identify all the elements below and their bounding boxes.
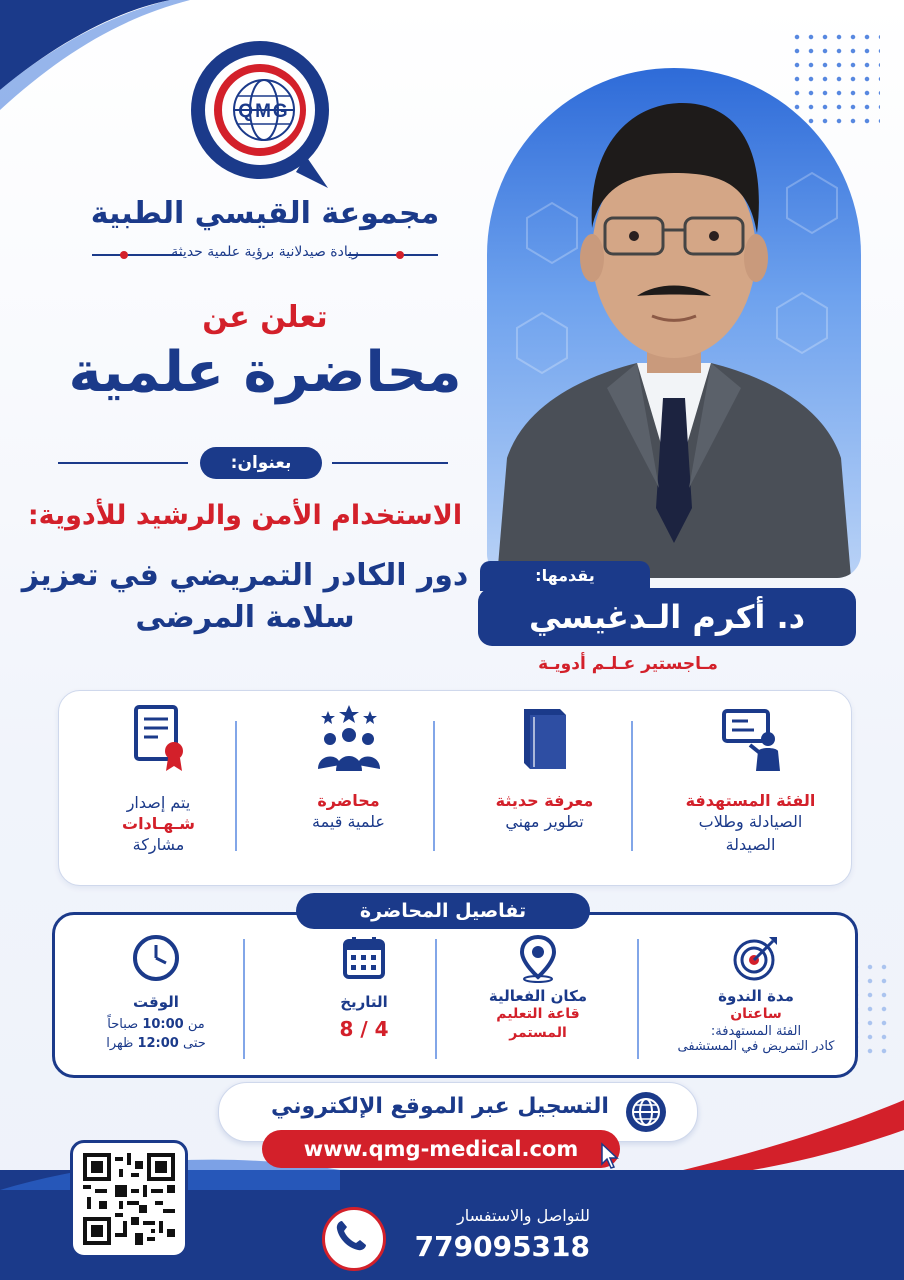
- qr-code-box[interactable]: [70, 1140, 188, 1258]
- certificate-icon: [124, 703, 194, 773]
- detail-time: [61, 933, 251, 1073]
- clock-icon: [131, 933, 181, 983]
- presentation-icon: [716, 703, 786, 773]
- feature-title: معرفة حديثة: [495, 791, 594, 810]
- contact-label: للتواصل والاستفسار: [457, 1206, 590, 1225]
- detail-date: [269, 933, 459, 1073]
- lecture-heading: محاضرة علمية: [68, 340, 462, 405]
- feature-line: تطوير مهني: [505, 812, 584, 831]
- logo-initials: QMG: [238, 101, 290, 122]
- time-from: [61, 1017, 251, 1032]
- detail-duration: [661, 933, 851, 1073]
- globe-icon: [625, 1091, 667, 1133]
- time-label: الوقت: [133, 993, 179, 1011]
- venue-value-line1: قاعة التعليم: [496, 1006, 580, 1022]
- date-label: التاريخ: [340, 993, 388, 1011]
- target-icon: [731, 933, 781, 983]
- time-from-prefix: من: [187, 1017, 205, 1032]
- cursor-icon: [598, 1142, 622, 1170]
- feature-line: علمية قيمة: [312, 812, 385, 831]
- top-left-swoosh: [0, 0, 220, 140]
- organization-name: مجموعة القيسي الطبية: [90, 196, 440, 231]
- duration-audience: كادر التمريض في المستشفى: [677, 1038, 835, 1054]
- feature-title: شـهـادات: [121, 814, 195, 834]
- feature-line: مشاركة: [132, 835, 185, 855]
- announces-text: تعلن عن: [202, 300, 328, 335]
- presenter-name: د. أكرم الـدغيسي: [478, 588, 856, 646]
- book-icon: [510, 703, 580, 773]
- qr-code-icon: [83, 1153, 175, 1245]
- presenter-portrait-illustration: [487, 68, 861, 578]
- time-to-suffix: ظهرا: [106, 1036, 134, 1051]
- website-url-link[interactable]: www.qmg-medical.com: [262, 1130, 620, 1168]
- phone-button[interactable]: [322, 1207, 386, 1271]
- feature-certificates: [66, 703, 251, 873]
- audience-stars-icon: [314, 703, 384, 773]
- presenter-label: يقدمها:: [480, 561, 650, 591]
- duration-label: مدة الندوة: [718, 987, 794, 1005]
- feature-line: الصيادلة وطلاب: [698, 812, 803, 831]
- time-from-value: 10:00: [142, 1017, 184, 1032]
- duration-value: ساعتان: [730, 1006, 782, 1022]
- detail-venue: [443, 933, 633, 1073]
- lecture-details-box: [52, 912, 858, 1078]
- presenter-photo: [487, 68, 861, 578]
- features-card: [58, 690, 852, 886]
- duration-audience-label: الفئة المستهدفة:: [710, 1023, 802, 1039]
- feature-line: الصيدلة: [725, 835, 776, 855]
- phone-icon: [322, 1207, 380, 1265]
- topic-line-1: الاستخدام الأمن والرشيد للأدوية:: [27, 500, 463, 531]
- feature-line: يتم إصدار: [126, 793, 191, 812]
- title-right-line: [332, 462, 448, 464]
- feature-target-audience: [658, 703, 843, 873]
- details-title-pill: تفاصيل المحاضرة: [296, 893, 590, 929]
- feature-title: محاضرة: [317, 791, 380, 810]
- title-label-pill: بعنوان:: [200, 447, 322, 479]
- venue-label: مكان الفعالية: [488, 987, 588, 1005]
- registration-text: التسجيل عبر الموقع الإلكتروني: [271, 1094, 609, 1119]
- time-to-prefix: حتى: [183, 1036, 206, 1051]
- time-from-suffix: صباحاً: [107, 1017, 139, 1032]
- phone-number[interactable]: 779095318: [414, 1230, 590, 1263]
- title-left-line: [58, 462, 188, 464]
- presenter-degree: مـاجستير عـلـم أدويـة: [538, 654, 718, 674]
- detail-divider: [637, 939, 639, 1059]
- magnifier-globe-logo: [188, 38, 338, 198]
- decorative-dot-grid: [790, 30, 880, 126]
- calendar-icon: [339, 933, 389, 983]
- time-to-value: 12:00: [137, 1036, 179, 1051]
- organization-tagline: ريادة صيدلانية برؤية علمية حديثة: [171, 244, 359, 260]
- location-pin-icon: [513, 933, 563, 983]
- date-value: 8 / 4: [339, 1017, 389, 1041]
- feature-title: الفئة المستهدفة: [685, 791, 816, 810]
- time-to: [61, 1036, 251, 1051]
- feature-valuable-lecture: [256, 703, 441, 873]
- venue-value-line2: المستمر: [509, 1024, 567, 1041]
- topic-line-2: دور الكادر التمريضي في تعزيز سلامة المرضى: [21, 558, 469, 635]
- feature-modern-knowledge: [452, 703, 637, 873]
